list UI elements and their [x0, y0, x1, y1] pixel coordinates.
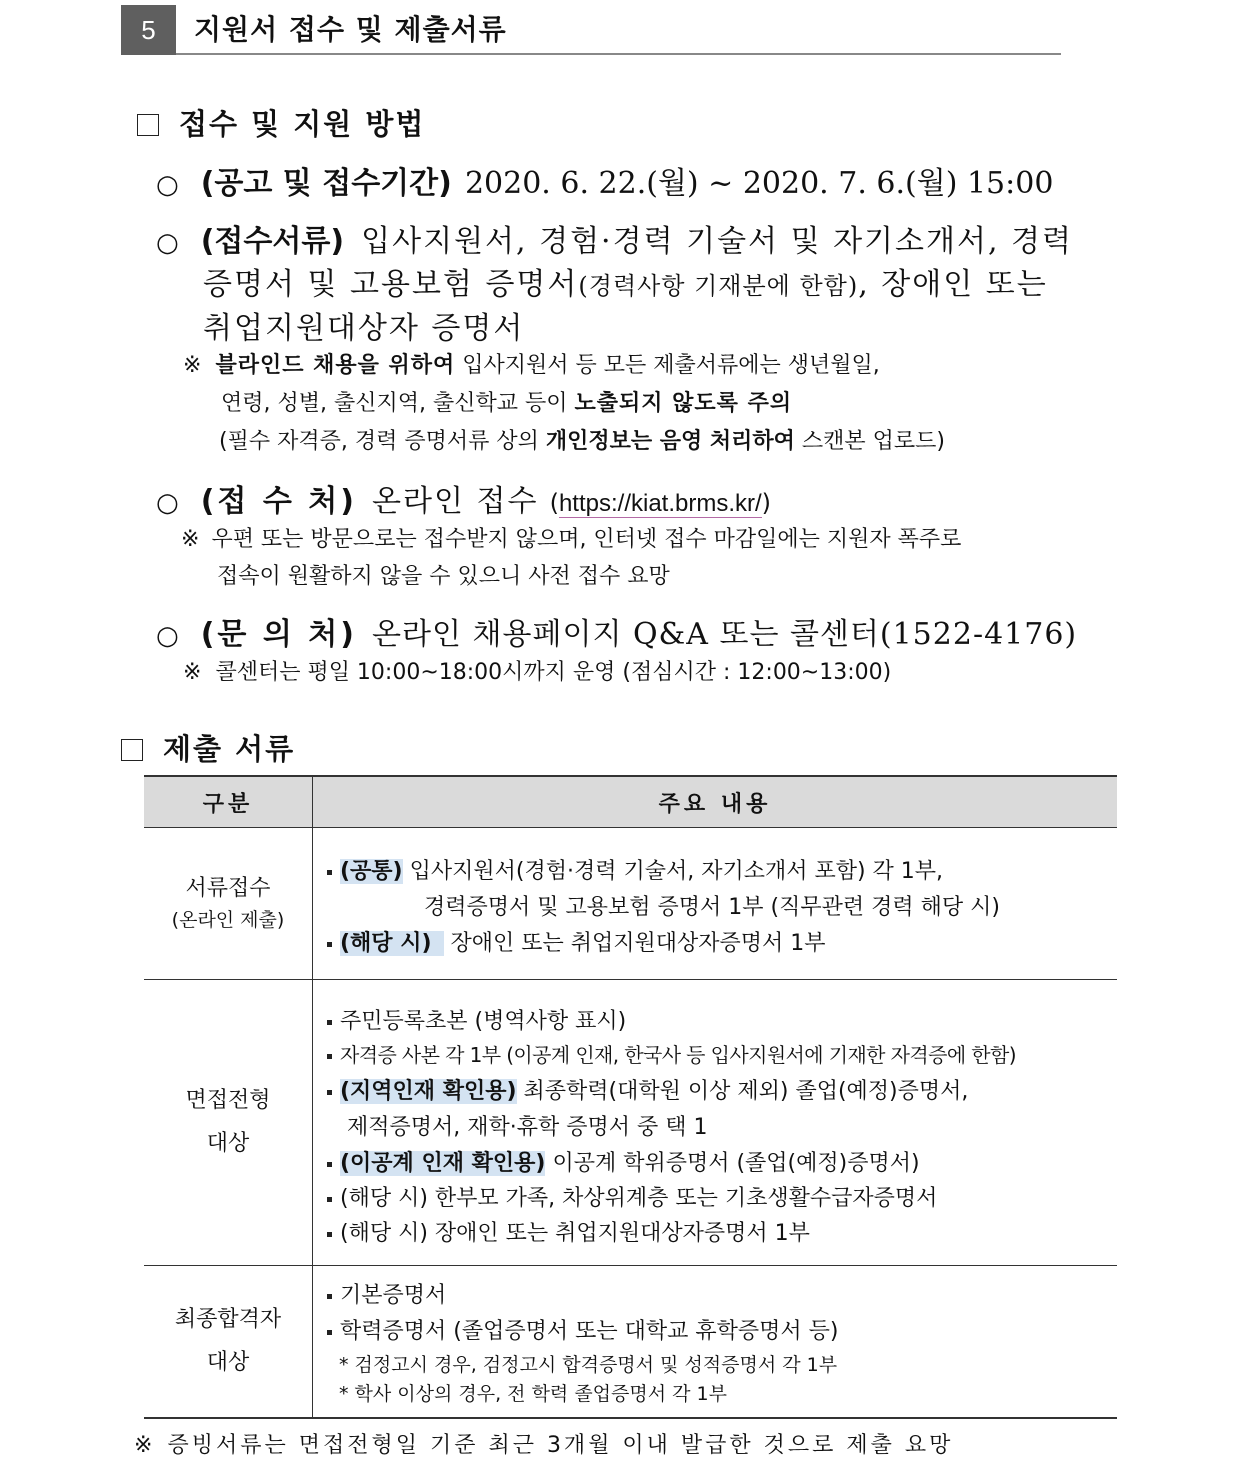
- item-tag: (지역인재 확인용): [340, 1079, 517, 1104]
- section-number: 5: [121, 5, 176, 55]
- item-text: 입사지원서(경험·경력 기술서, 자기소개서 포함) 각 1부,: [402, 859, 944, 884]
- place-item: [156, 476, 771, 520]
- list-item: [313, 1314, 838, 1345]
- blind-note-text: 입사지원서 등 모든 제출서류에는 생년월일,: [455, 353, 880, 378]
- docs-line2-text: 증명서 및 고용보험 증명서: [203, 267, 579, 302]
- item-tag: (이공계 인재 확인용): [340, 1151, 546, 1176]
- square-bullet-icon: [327, 1090, 332, 1095]
- list-item: [313, 1004, 626, 1035]
- square-bullet-icon: [327, 942, 332, 947]
- category-label-2: 대상: [206, 1349, 250, 1375]
- bullet-circle-icon: ○: [156, 170, 179, 200]
- docs-line2: [203, 259, 1048, 303]
- item-text: 기본증명서: [340, 1283, 447, 1308]
- section-title: 지원서 접수 및 제출서류: [194, 13, 507, 46]
- reference-mark-icon: ※: [183, 353, 202, 378]
- row-category: [144, 1266, 313, 1419]
- list-item: [313, 1216, 810, 1247]
- list-item: [313, 926, 826, 957]
- blind-note-text2: 연령, 성별, 출신지역, 출신학교 등이: [221, 391, 575, 416]
- list-item: [313, 1146, 920, 1177]
- apply-heading: [137, 102, 425, 143]
- sub-note: * 학사 이상의 경우, 전 학력 졸업증명서 각 1부: [339, 1383, 727, 1405]
- list-item: [313, 854, 943, 885]
- list-item-continuation: 경력증명서 및 고용보험 증명서 1부 (직무관련 경력 해당 시): [424, 895, 1000, 920]
- square-bullet-icon: [327, 1232, 332, 1237]
- place-note-text1: 우편 또는 방문으로는 접수받지 않으며, 인터넷 접수 마감일에는 지원자 폭주로: [211, 527, 962, 552]
- item-text: 장애인 또는 취업지원대상자증명서 1부: [443, 931, 826, 956]
- contact-item: [156, 609, 1077, 653]
- docs-line1: 입사지원서, 경험·경력 기술서 및 자기소개서, 경력: [361, 224, 1074, 259]
- list-item: [313, 1074, 968, 1105]
- item-text: 최종학력(대학원 이상 제외) 졸업(예정)증명서,: [516, 1079, 969, 1104]
- table-row: [144, 1266, 1117, 1419]
- period-value: 2020. 6. 22.(월) ~ 2020. 7. 6.(월) 15:00: [464, 166, 1054, 201]
- blind-note-line2: [221, 386, 792, 417]
- docs-label: (접수서류): [200, 224, 345, 259]
- section-divider: [176, 53, 1061, 55]
- square-bullet-icon: [327, 870, 332, 875]
- documents-table: [144, 775, 1117, 1419]
- bullet-circle-icon: ○: [156, 228, 179, 258]
- square-bullet-icon: [327, 1330, 332, 1335]
- blind-note-line3: [219, 424, 945, 455]
- period-label: (공고 및 접수기간): [200, 166, 452, 201]
- blind-note-text3: (필수 자격증, 경력 증명서류 상의: [219, 429, 546, 454]
- table-row: [144, 828, 1117, 980]
- docs-line2-note: (경력사항 기재분에 한함): [578, 272, 859, 300]
- application-url-link[interactable]: https://kiat.brms.kr/: [558, 490, 762, 517]
- square-bullet-icon: [327, 1020, 332, 1025]
- docs-item-line1: [156, 216, 1073, 260]
- blind-note-line1: [183, 348, 880, 379]
- category-label: 최종합격자: [174, 1307, 282, 1333]
- item-text: 이공계 학위증명서 (졸업(예정)증명서): [545, 1151, 920, 1176]
- place-note-line1: [181, 522, 961, 553]
- checkbox-square-icon: [137, 114, 159, 136]
- list-item-continuation: 제적증명서, 재학·휴학 증명서 중 택 1: [347, 1115, 708, 1140]
- header-category: 구분: [144, 776, 313, 828]
- square-bullet-icon: [327, 1294, 332, 1299]
- row-category: [144, 828, 313, 980]
- square-bullet-icon: [327, 1054, 332, 1059]
- contact-note-text: 콜센터는 평일 10:00~18:00시까지 운영 (점심시간 : 12:00~13:00): [215, 660, 892, 685]
- period-item: [156, 158, 1053, 202]
- item-tag: (공통): [340, 859, 403, 884]
- blind-note-bold: 블라인드 채용을 위하여: [215, 353, 456, 378]
- submit-heading-text: 제출 서류: [163, 732, 296, 766]
- table-row: [144, 980, 1117, 1266]
- item-text: 주민등록초본 (병역사항 표시): [340, 1009, 627, 1034]
- submit-heading: [121, 727, 295, 768]
- bullet-circle-icon: ○: [156, 488, 179, 518]
- contact-note: [183, 655, 891, 686]
- reference-mark-icon: ※: [134, 1433, 156, 1458]
- item-text: 학력증명서 (졸업증명서 또는 대학교 휴학증명서 등): [340, 1319, 839, 1344]
- square-bullet-icon: [327, 1162, 332, 1167]
- category-label: 서류접수: [185, 875, 271, 901]
- place-note-line2: 접속이 원활하지 않을 수 있으니 사전 접수 요망: [217, 564, 670, 589]
- reference-mark-icon: ※: [183, 660, 202, 685]
- item-tag: (해당 시): [340, 931, 444, 956]
- list-item: [313, 1181, 937, 1212]
- url-paren-close: ): [761, 489, 772, 517]
- bullet-circle-icon: ○: [156, 621, 179, 651]
- row-category: [144, 980, 313, 1266]
- contact-label: (문 의 처): [200, 617, 357, 652]
- category-label-2: 대상: [206, 1130, 250, 1156]
- item-text: (해당 시) 장애인 또는 취업지원대상자증명서 1부: [340, 1221, 810, 1246]
- row-content: [313, 1266, 1118, 1419]
- category-sublabel: (온라인 제출): [171, 908, 285, 931]
- url-paren-open: (: [549, 489, 559, 517]
- contact-value: 온라인 채용페이지 Q&A 또는 콜센터(1522-4176): [372, 617, 1078, 652]
- docs-line3: 취업지원대상자 증명서: [203, 311, 525, 346]
- sub-note: * 검정고시 경우, 검정고시 합격증명서 및 성적증명서 각 1부: [339, 1354, 838, 1376]
- place-label: (접 수 처): [200, 484, 357, 519]
- category-label: 면접전형: [185, 1088, 271, 1114]
- item-text: (해당 시) 한부모 가족, 차상위계층 또는 기초생활수급자증명서: [340, 1186, 938, 1211]
- table-header-row: [144, 776, 1117, 828]
- apply-heading-text: 접수 및 지원 방법: [179, 107, 426, 141]
- footer-note-text: 증빙서류는 면접전형일 기준 최근 3개월 이내 발급한 것으로 제출 요망: [167, 1433, 954, 1458]
- footer-note: [134, 1428, 953, 1459]
- docs-line2-tail: , 장애인 또는: [858, 267, 1048, 302]
- square-bullet-icon: [327, 1197, 332, 1202]
- row-content: [313, 828, 1118, 980]
- place-value: 온라인 접수: [372, 484, 539, 519]
- list-item: [313, 1039, 1016, 1068]
- header-content: 주요 내용: [313, 776, 1118, 828]
- item-text: 자격증 사본 각 1부 (이공계 인재, 한국사 등 입사지원서에 기재한 자격증에 한함): [340, 1043, 1016, 1067]
- blind-note-text3b: 스캔본 업로드): [794, 429, 946, 454]
- reference-mark-icon: ※: [181, 527, 200, 552]
- row-content: [313, 980, 1118, 1266]
- checkbox-square-icon: [121, 739, 143, 761]
- blind-note-bold2: 노출되지 않도록 주의: [574, 391, 793, 416]
- list-item: [313, 1278, 446, 1309]
- blind-note-bold3: 개인정보는 음영 처리하여: [545, 429, 795, 454]
